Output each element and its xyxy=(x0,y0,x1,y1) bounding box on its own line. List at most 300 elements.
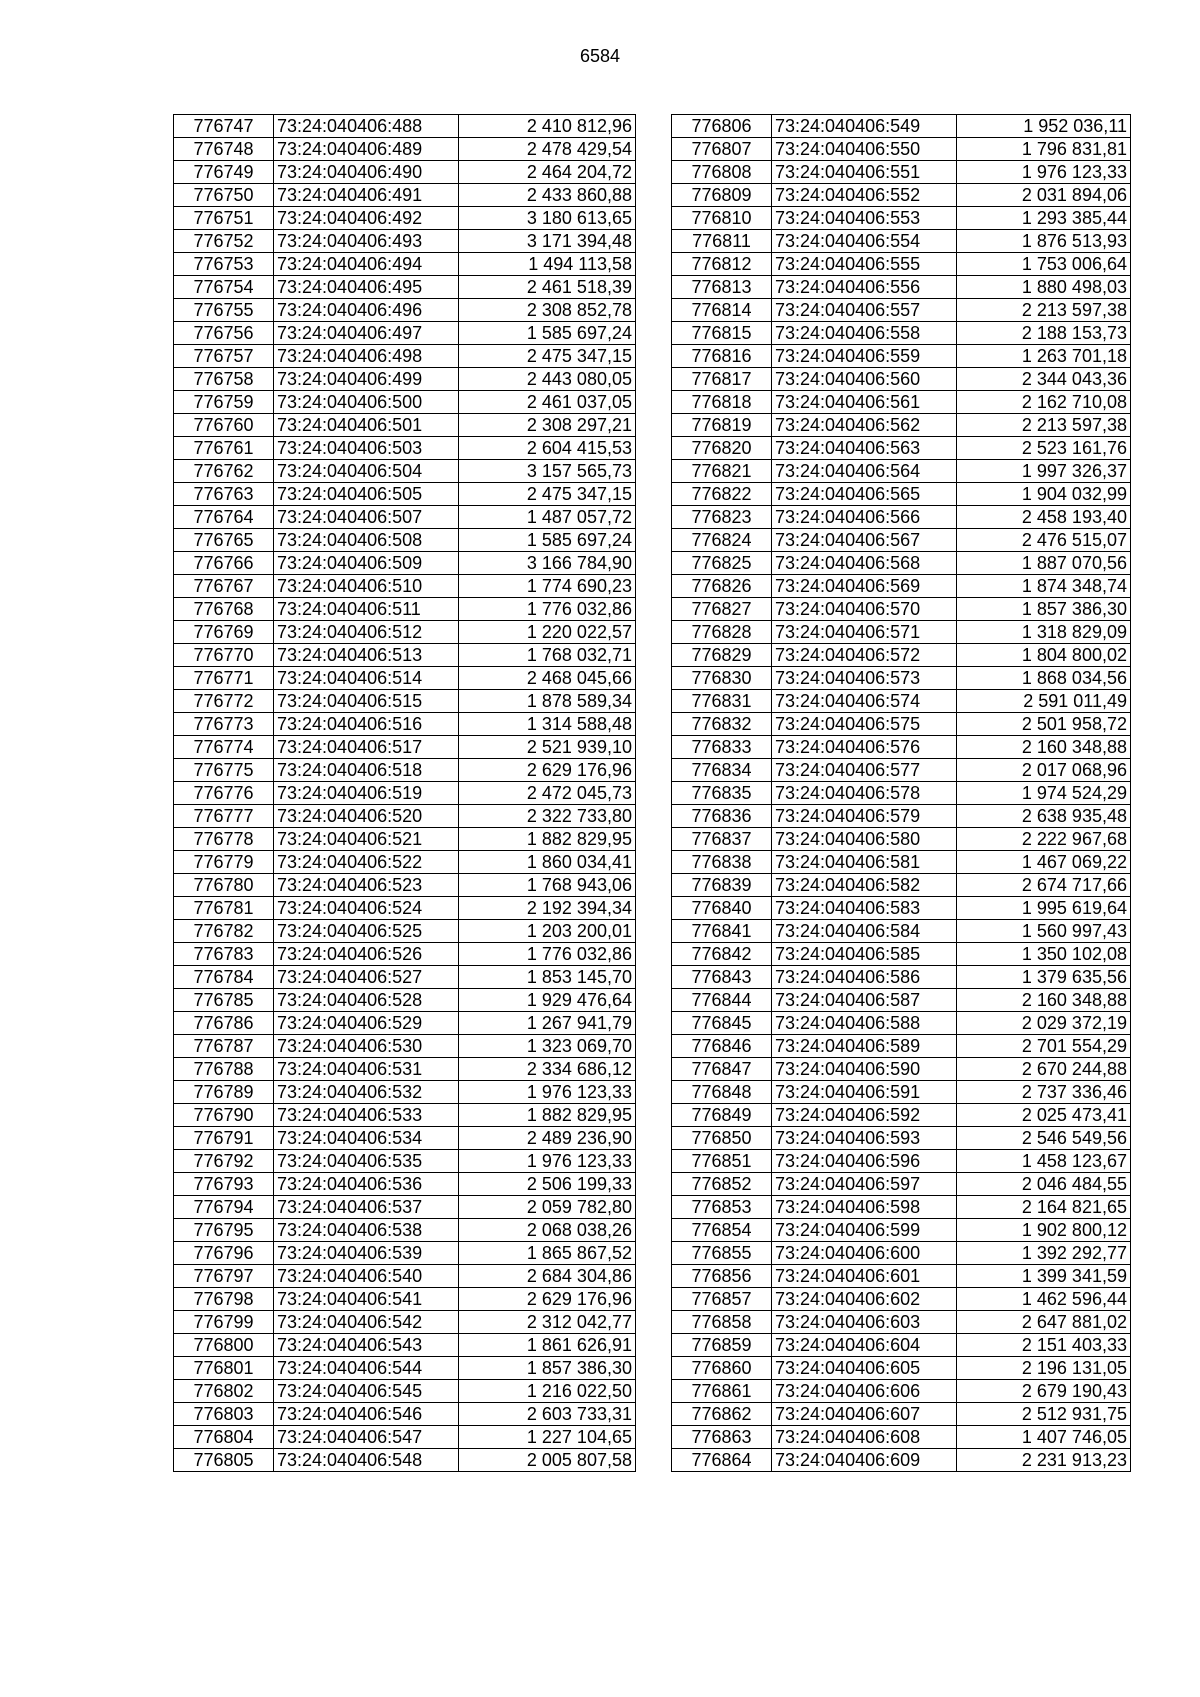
cadastral-number-cell: 73:24:040406:558 xyxy=(772,322,957,345)
row-number-cell: 776789 xyxy=(174,1081,274,1104)
cadastral-number-cell: 73:24:040406:555 xyxy=(772,253,957,276)
value-cell: 1 874 348,74 xyxy=(957,575,1131,598)
table-row xyxy=(672,1426,1131,1449)
value-cell: 2 475 347,15 xyxy=(459,483,636,506)
value-cell: 2 410 812,96 xyxy=(459,115,636,138)
cadastral-number-cell: 73:24:040406:561 xyxy=(772,391,957,414)
value-cell: 1 995 619,64 xyxy=(957,897,1131,920)
value-cell: 2 433 860,88 xyxy=(459,184,636,207)
table-row xyxy=(672,1219,1131,1242)
row-number-cell: 776812 xyxy=(672,253,772,276)
row-number-cell: 776859 xyxy=(672,1334,772,1357)
value-cell: 1 776 032,86 xyxy=(459,943,636,966)
row-number-cell: 776837 xyxy=(672,828,772,851)
value-cell: 2 737 336,46 xyxy=(957,1081,1131,1104)
cadastral-number-cell: 73:24:040406:528 xyxy=(274,989,459,1012)
table-row xyxy=(174,276,636,299)
value-cell: 1 976 123,33 xyxy=(459,1081,636,1104)
row-number-cell: 776757 xyxy=(174,345,274,368)
table-row xyxy=(174,851,636,874)
table-row xyxy=(672,437,1131,460)
cadastral-number-cell: 73:24:040406:563 xyxy=(772,437,957,460)
table-row xyxy=(174,1081,636,1104)
row-number-cell: 776829 xyxy=(672,644,772,667)
table-row xyxy=(672,690,1131,713)
table-row xyxy=(672,805,1131,828)
cadastral-number-cell: 73:24:040406:526 xyxy=(274,943,459,966)
value-cell: 2 684 304,86 xyxy=(459,1265,636,1288)
row-number-cell: 776804 xyxy=(174,1426,274,1449)
value-cell: 2 674 717,66 xyxy=(957,874,1131,897)
cadastral-number-cell: 73:24:040406:591 xyxy=(772,1081,957,1104)
table-row xyxy=(174,207,636,230)
table-row xyxy=(174,736,636,759)
row-number-cell: 776851 xyxy=(672,1150,772,1173)
cadastral-number-cell: 73:24:040406:593 xyxy=(772,1127,957,1150)
row-number-cell: 776799 xyxy=(174,1311,274,1334)
value-cell: 1 768 943,06 xyxy=(459,874,636,897)
table-row xyxy=(672,736,1131,759)
cadastral-number-cell: 73:24:040406:532 xyxy=(274,1081,459,1104)
table-row xyxy=(174,230,636,253)
row-number-cell: 776787 xyxy=(174,1035,274,1058)
value-cell: 2 308 852,78 xyxy=(459,299,636,322)
cadastral-number-cell: 73:24:040406:574 xyxy=(772,690,957,713)
row-number-cell: 776794 xyxy=(174,1196,274,1219)
value-cell: 2 478 429,54 xyxy=(459,138,636,161)
table-row xyxy=(174,1196,636,1219)
cadastral-number-cell: 73:24:040406:491 xyxy=(274,184,459,207)
cadastral-number-cell: 73:24:040406:518 xyxy=(274,759,459,782)
value-cell: 1 929 476,64 xyxy=(459,989,636,1012)
row-number-cell: 776808 xyxy=(672,161,772,184)
value-cell: 2 638 935,48 xyxy=(957,805,1131,828)
cadastral-number-cell: 73:24:040406:489 xyxy=(274,138,459,161)
cadastral-number-cell: 73:24:040406:513 xyxy=(274,644,459,667)
value-cell: 2 468 045,66 xyxy=(459,667,636,690)
row-number-cell: 776778 xyxy=(174,828,274,851)
table-row xyxy=(672,1035,1131,1058)
row-number-cell: 776843 xyxy=(672,966,772,989)
row-number-cell: 776825 xyxy=(672,552,772,575)
row-number-cell: 776827 xyxy=(672,598,772,621)
cadastral-number-cell: 73:24:040406:556 xyxy=(772,276,957,299)
value-cell: 2 162 710,08 xyxy=(957,391,1131,414)
value-cell: 1 997 326,37 xyxy=(957,460,1131,483)
value-cell: 2 475 347,15 xyxy=(459,345,636,368)
value-cell: 1 318 829,09 xyxy=(957,621,1131,644)
table-row xyxy=(174,1104,636,1127)
cadastral-number-cell: 73:24:040406:553 xyxy=(772,207,957,230)
cadastral-number-cell: 73:24:040406:527 xyxy=(274,966,459,989)
table-row xyxy=(672,851,1131,874)
cadastral-number-cell: 73:24:040406:504 xyxy=(274,460,459,483)
cadastral-number-cell: 73:24:040406:536 xyxy=(274,1173,459,1196)
cadastral-number-cell: 73:24:040406:557 xyxy=(772,299,957,322)
value-cell: 1 976 123,33 xyxy=(459,1150,636,1173)
row-number-cell: 776753 xyxy=(174,253,274,276)
cadastral-number-cell: 73:24:040406:534 xyxy=(274,1127,459,1150)
row-number-cell: 776857 xyxy=(672,1288,772,1311)
table-row xyxy=(174,966,636,989)
value-cell: 2 443 080,05 xyxy=(459,368,636,391)
table-row xyxy=(672,115,1131,138)
value-cell: 1 392 292,77 xyxy=(957,1242,1131,1265)
value-cell: 1 865 867,52 xyxy=(459,1242,636,1265)
row-number-cell: 776770 xyxy=(174,644,274,667)
cadastral-number-cell: 73:24:040406:499 xyxy=(274,368,459,391)
table-row xyxy=(672,1265,1131,1288)
row-number-cell: 776802 xyxy=(174,1380,274,1403)
value-cell: 2 046 484,55 xyxy=(957,1173,1131,1196)
value-cell: 2 647 881,02 xyxy=(957,1311,1131,1334)
cadastral-number-cell: 73:24:040406:552 xyxy=(772,184,957,207)
row-number-cell: 776796 xyxy=(174,1242,274,1265)
row-number-cell: 776772 xyxy=(174,690,274,713)
value-cell: 1 458 123,67 xyxy=(957,1150,1131,1173)
cadastral-number-cell: 73:24:040406:539 xyxy=(274,1242,459,1265)
value-cell: 2 521 939,10 xyxy=(459,736,636,759)
row-number-cell: 776791 xyxy=(174,1127,274,1150)
table-row xyxy=(672,874,1131,897)
table-row xyxy=(174,1426,636,1449)
row-number-cell: 776767 xyxy=(174,575,274,598)
value-cell: 1 768 032,71 xyxy=(459,644,636,667)
cadastral-number-cell: 73:24:040406:535 xyxy=(274,1150,459,1173)
cadastral-number-cell: 73:24:040406:514 xyxy=(274,667,459,690)
table-row xyxy=(174,414,636,437)
cadastral-number-cell: 73:24:040406:517 xyxy=(274,736,459,759)
cadastral-number-cell: 73:24:040406:498 xyxy=(274,345,459,368)
table-row xyxy=(174,1012,636,1035)
cadastral-number-cell: 73:24:040406:599 xyxy=(772,1219,957,1242)
value-cell: 1 585 697,24 xyxy=(459,322,636,345)
row-number-cell: 776805 xyxy=(174,1449,274,1472)
row-number-cell: 776855 xyxy=(672,1242,772,1265)
cadastral-number-cell: 73:24:040406:544 xyxy=(274,1357,459,1380)
table-row xyxy=(672,1403,1131,1426)
value-cell: 2 059 782,80 xyxy=(459,1196,636,1219)
row-number-cell: 776842 xyxy=(672,943,772,966)
table-row xyxy=(672,552,1131,575)
cadastral-number-cell: 73:24:040406:523 xyxy=(274,874,459,897)
value-cell: 2 151 403,33 xyxy=(957,1334,1131,1357)
value-cell: 1 853 145,70 xyxy=(459,966,636,989)
page-number: 6584 xyxy=(579,46,621,66)
value-cell: 2 068 038,26 xyxy=(459,1219,636,1242)
row-number-cell: 776844 xyxy=(672,989,772,1012)
row-number-cell: 776814 xyxy=(672,299,772,322)
cadastral-number-cell: 73:24:040406:566 xyxy=(772,506,957,529)
row-number-cell: 776747 xyxy=(174,115,274,138)
value-cell: 2 591 011,49 xyxy=(957,690,1131,713)
cadastral-number-cell: 73:24:040406:525 xyxy=(274,920,459,943)
table-row xyxy=(174,1127,636,1150)
table-row xyxy=(174,506,636,529)
value-cell: 1 804 800,02 xyxy=(957,644,1131,667)
value-cell: 1 887 070,56 xyxy=(957,552,1131,575)
row-number-cell: 776831 xyxy=(672,690,772,713)
value-cell: 1 487 057,72 xyxy=(459,506,636,529)
row-number-cell: 776801 xyxy=(174,1357,274,1380)
table-row xyxy=(174,1035,636,1058)
row-number-cell: 776788 xyxy=(174,1058,274,1081)
row-number-cell: 776849 xyxy=(672,1104,772,1127)
cadastral-number-cell: 73:24:040406:521 xyxy=(274,828,459,851)
value-cell: 2 461 037,05 xyxy=(459,391,636,414)
cadastral-number-cell: 73:24:040406:546 xyxy=(274,1403,459,1426)
cadastral-number-cell: 73:24:040406:572 xyxy=(772,644,957,667)
table-row xyxy=(174,161,636,184)
table-row xyxy=(672,897,1131,920)
table-row xyxy=(672,989,1131,1012)
cadastral-number-cell: 73:24:040406:508 xyxy=(274,529,459,552)
value-cell: 2 222 967,68 xyxy=(957,828,1131,851)
cadastral-number-cell: 73:24:040406:602 xyxy=(772,1288,957,1311)
table-row xyxy=(672,828,1131,851)
row-number-cell: 776793 xyxy=(174,1173,274,1196)
cadastral-number-cell: 73:24:040406:551 xyxy=(772,161,957,184)
table-row xyxy=(174,644,636,667)
row-number-cell: 776838 xyxy=(672,851,772,874)
cadastral-number-cell: 73:24:040406:582 xyxy=(772,874,957,897)
row-number-cell: 776774 xyxy=(174,736,274,759)
value-cell: 2 629 176,96 xyxy=(459,1288,636,1311)
table-row xyxy=(672,1311,1131,1334)
value-cell: 1 904 032,99 xyxy=(957,483,1131,506)
row-number-cell: 776839 xyxy=(672,874,772,897)
table-row xyxy=(174,1219,636,1242)
value-cell: 1 878 589,34 xyxy=(459,690,636,713)
cadastral-number-cell: 73:24:040406:576 xyxy=(772,736,957,759)
value-cell: 2 017 068,96 xyxy=(957,759,1131,782)
table-row xyxy=(174,1449,636,1472)
value-cell: 2 031 894,06 xyxy=(957,184,1131,207)
value-cell: 1 399 341,59 xyxy=(957,1265,1131,1288)
row-number-cell: 776751 xyxy=(174,207,274,230)
cadastral-number-cell: 73:24:040406:585 xyxy=(772,943,957,966)
row-number-cell: 776856 xyxy=(672,1265,772,1288)
row-number-cell: 776762 xyxy=(174,460,274,483)
table-row xyxy=(174,345,636,368)
row-number-cell: 776759 xyxy=(174,391,274,414)
value-cell: 1 267 941,79 xyxy=(459,1012,636,1035)
table-row xyxy=(672,1173,1131,1196)
table-row xyxy=(174,713,636,736)
table-row xyxy=(672,621,1131,644)
value-cell: 1 462 596,44 xyxy=(957,1288,1131,1311)
cadastral-number-cell: 73:24:040406:531 xyxy=(274,1058,459,1081)
table-row xyxy=(672,1012,1131,1035)
table-row xyxy=(174,690,636,713)
cadastral-number-cell: 73:24:040406:569 xyxy=(772,575,957,598)
cadastral-number-cell: 73:24:040406:589 xyxy=(772,1035,957,1058)
row-number-cell: 776750 xyxy=(174,184,274,207)
value-cell: 2 164 821,65 xyxy=(957,1196,1131,1219)
table-row xyxy=(174,598,636,621)
table-row xyxy=(174,322,636,345)
table-row xyxy=(672,460,1131,483)
row-number-cell: 776764 xyxy=(174,506,274,529)
cadastral-number-cell: 73:24:040406:503 xyxy=(274,437,459,460)
cadastral-number-cell: 73:24:040406:586 xyxy=(772,966,957,989)
value-cell: 2 701 554,29 xyxy=(957,1035,1131,1058)
cadastral-number-cell: 73:24:040406:541 xyxy=(274,1288,459,1311)
table-row xyxy=(672,138,1131,161)
table-row xyxy=(174,368,636,391)
value-cell: 2 025 473,41 xyxy=(957,1104,1131,1127)
row-number-cell: 776863 xyxy=(672,1426,772,1449)
table-row xyxy=(672,575,1131,598)
value-cell: 1 868 034,56 xyxy=(957,667,1131,690)
value-cell: 2 464 204,72 xyxy=(459,161,636,184)
table-row xyxy=(672,1150,1131,1173)
cadastral-number-cell: 73:24:040406:590 xyxy=(772,1058,957,1081)
table-row xyxy=(174,989,636,1012)
value-cell: 1 585 697,24 xyxy=(459,529,636,552)
cadastral-number-cell: 73:24:040406:488 xyxy=(274,115,459,138)
cadastral-number-cell: 73:24:040406:554 xyxy=(772,230,957,253)
table-row xyxy=(174,115,636,138)
value-cell: 1 902 800,12 xyxy=(957,1219,1131,1242)
table-row xyxy=(672,943,1131,966)
cadastral-number-cell: 73:24:040406:542 xyxy=(274,1311,459,1334)
row-number-cell: 776777 xyxy=(174,805,274,828)
cadastral-number-cell: 73:24:040406:577 xyxy=(772,759,957,782)
table-row xyxy=(174,1380,636,1403)
row-number-cell: 776763 xyxy=(174,483,274,506)
value-cell: 1 379 635,56 xyxy=(957,966,1131,989)
table-row xyxy=(174,552,636,575)
row-number-cell: 776749 xyxy=(174,161,274,184)
cadastral-number-cell: 73:24:040406:507 xyxy=(274,506,459,529)
table-row xyxy=(672,322,1131,345)
value-cell: 2 476 515,07 xyxy=(957,529,1131,552)
cadastral-number-cell: 73:24:040406:598 xyxy=(772,1196,957,1219)
value-cell: 2 629 176,96 xyxy=(459,759,636,782)
table-row xyxy=(672,1449,1131,1472)
row-number-cell: 776858 xyxy=(672,1311,772,1334)
row-number-cell: 776816 xyxy=(672,345,772,368)
cadastral-number-cell: 73:24:040406:493 xyxy=(274,230,459,253)
value-cell: 1 952 036,11 xyxy=(957,115,1131,138)
cadastral-number-cell: 73:24:040406:605 xyxy=(772,1357,957,1380)
value-cell: 2 461 518,39 xyxy=(459,276,636,299)
row-number-cell: 776769 xyxy=(174,621,274,644)
row-number-cell: 776821 xyxy=(672,460,772,483)
row-number-cell: 776852 xyxy=(672,1173,772,1196)
cadastral-number-cell: 73:24:040406:583 xyxy=(772,897,957,920)
row-number-cell: 776776 xyxy=(174,782,274,805)
value-cell: 1 857 386,30 xyxy=(957,598,1131,621)
table-row xyxy=(672,1058,1131,1081)
table-row xyxy=(174,437,636,460)
row-number-cell: 776773 xyxy=(174,713,274,736)
table-row xyxy=(672,1242,1131,1265)
table-row xyxy=(174,391,636,414)
row-number-cell: 776815 xyxy=(672,322,772,345)
table-row xyxy=(672,529,1131,552)
cadastral-number-cell: 73:24:040406:571 xyxy=(772,621,957,644)
table-row xyxy=(672,644,1131,667)
table-row xyxy=(174,759,636,782)
cadastral-number-cell: 73:24:040406:515 xyxy=(274,690,459,713)
row-number-cell: 776768 xyxy=(174,598,274,621)
value-cell: 3 166 784,90 xyxy=(459,552,636,575)
cadastral-number-cell: 73:24:040406:570 xyxy=(772,598,957,621)
row-number-cell: 776846 xyxy=(672,1035,772,1058)
row-number-cell: 776833 xyxy=(672,736,772,759)
row-number-cell: 776828 xyxy=(672,621,772,644)
cadastral-number-cell: 73:24:040406:522 xyxy=(274,851,459,874)
value-cell: 1 216 022,50 xyxy=(459,1380,636,1403)
table-row xyxy=(174,1173,636,1196)
cadastral-number-cell: 73:24:040406:533 xyxy=(274,1104,459,1127)
table-row xyxy=(672,713,1131,736)
value-cell: 1 494 113,58 xyxy=(459,253,636,276)
row-number-cell: 776803 xyxy=(174,1403,274,1426)
value-cell: 1 880 498,03 xyxy=(957,276,1131,299)
value-cell: 1 857 386,30 xyxy=(459,1357,636,1380)
cadastral-number-cell: 73:24:040406:584 xyxy=(772,920,957,943)
value-cell: 2 322 733,80 xyxy=(459,805,636,828)
value-cell: 2 005 807,58 xyxy=(459,1449,636,1472)
table-row xyxy=(672,345,1131,368)
row-number-cell: 776848 xyxy=(672,1081,772,1104)
value-cell: 1 323 069,70 xyxy=(459,1035,636,1058)
table-row xyxy=(174,1242,636,1265)
value-cell: 2 506 199,33 xyxy=(459,1173,636,1196)
cadastral-number-cell: 73:24:040406:512 xyxy=(274,621,459,644)
table-row xyxy=(672,414,1131,437)
value-cell: 3 180 613,65 xyxy=(459,207,636,230)
value-cell: 2 458 193,40 xyxy=(957,506,1131,529)
value-cell: 2 160 348,88 xyxy=(957,736,1131,759)
value-cell: 1 861 626,91 xyxy=(459,1334,636,1357)
table-row xyxy=(174,782,636,805)
row-number-cell: 776756 xyxy=(174,322,274,345)
value-cell: 2 512 931,75 xyxy=(957,1403,1131,1426)
row-number-cell: 776836 xyxy=(672,805,772,828)
value-cell: 2 472 045,73 xyxy=(459,782,636,805)
cadastral-number-cell: 73:24:040406:607 xyxy=(772,1403,957,1426)
table-row xyxy=(174,897,636,920)
table-row xyxy=(174,138,636,161)
value-cell: 1 263 701,18 xyxy=(957,345,1131,368)
register-table-right xyxy=(671,114,1131,1472)
cadastral-number-cell: 73:24:040406:587 xyxy=(772,989,957,1012)
cadastral-number-cell: 73:24:040406:581 xyxy=(772,851,957,874)
row-number-cell: 776806 xyxy=(672,115,772,138)
row-number-cell: 776765 xyxy=(174,529,274,552)
row-number-cell: 776782 xyxy=(174,920,274,943)
row-number-cell: 776754 xyxy=(174,276,274,299)
table-row xyxy=(672,299,1131,322)
row-number-cell: 776786 xyxy=(174,1012,274,1035)
cadastral-number-cell: 73:24:040406:596 xyxy=(772,1150,957,1173)
table-row xyxy=(672,1334,1131,1357)
row-number-cell: 776807 xyxy=(672,138,772,161)
table-row xyxy=(672,391,1131,414)
table-row xyxy=(174,874,636,897)
table-row xyxy=(672,966,1131,989)
table-row xyxy=(174,529,636,552)
cadastral-number-cell: 73:24:040406:550 xyxy=(772,138,957,161)
table-row xyxy=(174,1288,636,1311)
cadastral-number-cell: 73:24:040406:490 xyxy=(274,161,459,184)
cadastral-number-cell: 73:24:040406:565 xyxy=(772,483,957,506)
table-row xyxy=(672,253,1131,276)
